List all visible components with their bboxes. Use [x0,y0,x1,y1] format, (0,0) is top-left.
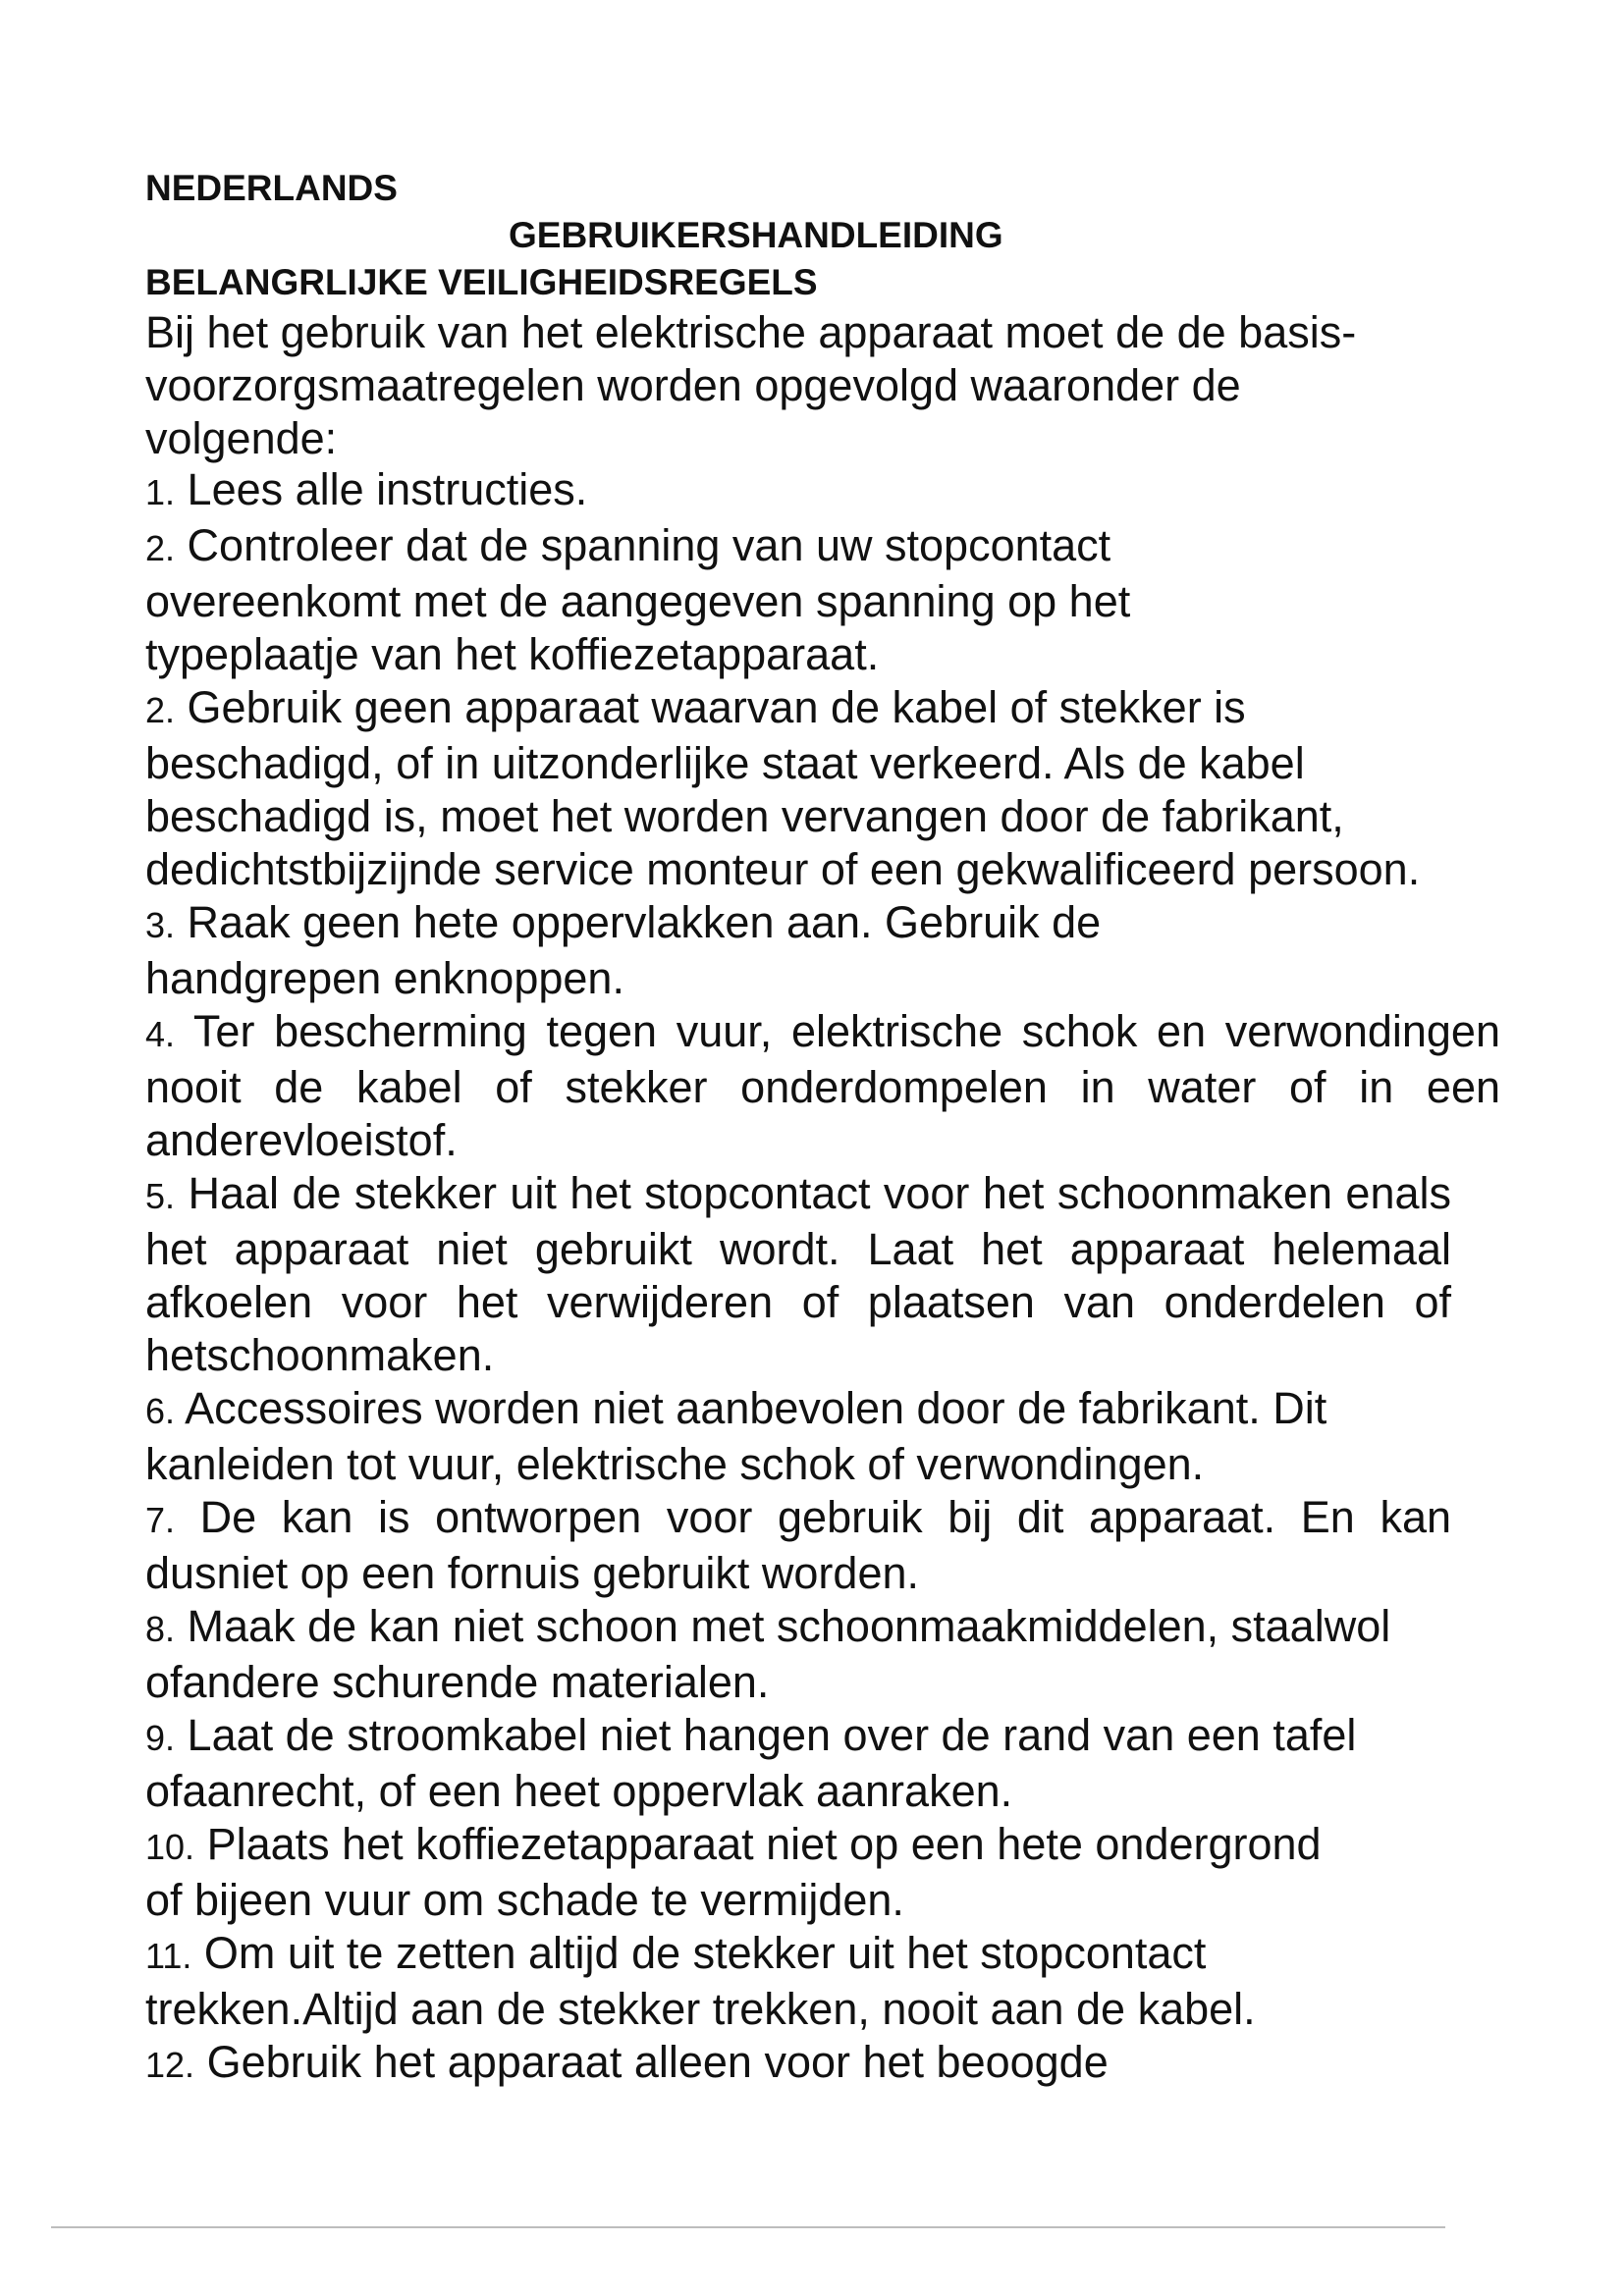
item-text: Ter bescherming tegen vuur, elektrische schok en verwondingen nooit de kabel of stekker onderdompelen in water of in een anderevloeistof. [145,1006,1500,1165]
item-number: 1. [145,472,176,512]
safety-item-7 [145,1491,1451,1600]
bottom-divider [51,2226,1445,2228]
intro-paragraph: Bij het gebruik van het elektrische apparaat moet de de basis- voorzorgsmaatregelen worden opgevolgd waaronder de volgende: [145,307,1357,463]
item-text: Accessoires worden niet aanbevolen door de fabrikant. Dit kanleiden tot vuur, elektrische schok of verwondingen. [145,1383,1327,1489]
item-number: 9. [145,1718,176,1758]
item-text: Gebruik het apparaat alleen voor het beoogde [206,2037,1109,2087]
item-text: Raak geen hete oppervlakken aan. Gebruik de handgrepen enknoppen. [145,897,1102,1003]
item-number: 12. [145,2045,195,2085]
safety-item-2 [145,519,1294,681]
item-text: Lees alle instructies. [187,464,588,514]
safety-item-12 [145,2036,1422,2092]
item-number: 8. [145,1609,176,1649]
item-text: De kan is ontworpen voor gebruik bij dit apparaat. En kan dusniet op een fornuis gebruikt worden. [145,1492,1451,1598]
manual-title: GEBRUIKERSHANDLEIDING [509,215,1003,255]
item-text: Controleer dat de spanning van uw stopcontact overeenkomt met de aangegeven spanning op het typeplaatje van het koffiezetapparaat. [145,520,1131,679]
item-number: 4. [145,1014,176,1054]
item-number: 6. [145,1391,176,1431]
item-number: 2. [145,528,176,568]
section-title: BELANGRLIJKE VEILIGHEIDSREGELS [145,262,818,302]
safety-item-8 [145,1600,1422,1709]
item-number: 3. [145,905,176,945]
item-text: Plaats het koffiezetapparaat niet op een hete ondergrond of bijeen vuur om schade te vermijden. [145,1819,1322,1925]
safety-item-1 [145,463,1500,519]
safety-item-11 [145,1927,1461,2036]
safety-item-2b [145,681,1451,896]
item-text: Gebruik geen apparaat waarvan de kabel of stekker is beschadigd, of in uitzonderlijke staat verkeerd. Als de kabel beschadigd is, moet het worden vervangen door de fabrikant, dedichtstbijzijnde service monteur of een gekwalificeerd persoon. [145,682,1421,894]
safety-item-3 [145,896,1245,1005]
safety-item-10 [145,1818,1324,1927]
item-text: Om uit te zetten altijd de stekker uit het stopcontact trekken.Altijd aan de stekker trekken, nooit aan de kabel. [145,1928,1256,2034]
item-number: 5. [145,1176,176,1216]
safety-item-5 [145,1167,1451,1382]
item-text: Haal de stekker uit het stopcontact voor het schoonmaken enals het apparaat niet gebruikt wordt. Laat het apparaat helemaal afkoelen voor het verwijderen of plaatsen van onderdelen of hetschoonmaken. [145,1168,1451,1380]
safety-item-9 [145,1709,1441,1818]
item-number: 11. [145,1936,192,1976]
item-number: 10. [145,1827,195,1867]
item-text: Maak de kan niet schoon met schoonmaakmiddelen, staalwol ofandere schurende materialen. [145,1601,1391,1707]
language-label: NEDERLANDS [145,168,398,208]
safety-item-4 [145,1005,1500,1167]
item-text: Laat de stroomkabel niet hangen over de rand van een tafel ofaanrecht, of een heet oppervlak aanraken. [145,1710,1357,1816]
manual-page [145,165,1500,2092]
item-number: 7. [145,1500,176,1540]
safety-item-6 [145,1382,1481,1491]
item-number: 2. [145,690,176,730]
